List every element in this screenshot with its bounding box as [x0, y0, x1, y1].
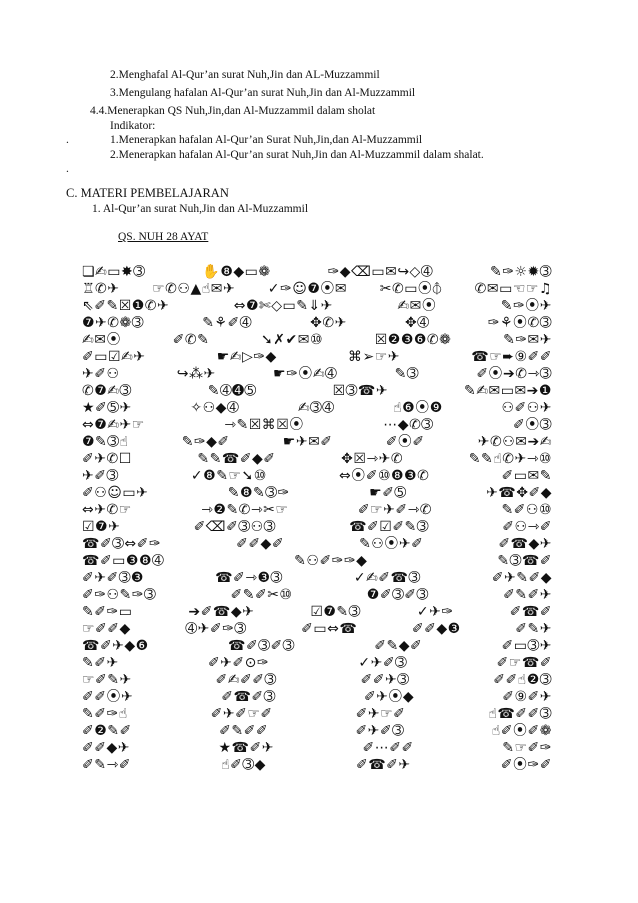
symbol-line	[82, 672, 552, 689]
symbol-word: ➘✗✔✉⑩	[261, 332, 324, 348]
symbol-word: ✈✐➂	[82, 468, 119, 484]
symbol-word: ☛✑⦿✍➃	[273, 366, 338, 382]
symbol-word: ✐✐◆❸	[411, 621, 461, 637]
symbol-word: ✐✍✐✐➂	[215, 672, 277, 688]
symbol-word: ✐✈✐➂❸	[82, 570, 144, 586]
symbol-word: ☞✆⚇▲☝✉✈	[152, 281, 236, 297]
symbol-word: ⇖✐✎☒❶✆✈	[82, 298, 170, 314]
symbol-word: ☑❼✈	[82, 519, 121, 535]
symbol-word: ✐☎✐	[509, 604, 552, 620]
symbol-word: ✈✆⚇✉➔✍	[477, 434, 552, 450]
symbol-word: ✥☒⇾✈✆	[341, 451, 404, 467]
bullet-dot-2: .	[66, 163, 69, 175]
symbol-word: ✐✎✐✂⑩	[230, 587, 293, 603]
goal-line-3: 3.Mengulang hafalan Al-Qur’an surat Nuh,Jin dan Al-Muzzammil	[110, 87, 416, 99]
symbol-word: ✎✐✈	[82, 655, 119, 671]
symbol-word: ☎✐⇾❸➂	[215, 570, 283, 586]
symbol-word: ✐☞☎✐	[496, 655, 552, 671]
symbol-word: ☝☎✐✐➂	[488, 706, 552, 722]
symbol-word: ✐✈✆☐	[82, 451, 132, 467]
symbol-line	[82, 536, 552, 553]
indicator-2: 2.Menerapkan hafalan Al-Qur’an surat Nuh,Jin dan Al-Muzzammil dalam shalat.	[110, 149, 484, 161]
symbol-word: ✓✍✐☎➂	[353, 570, 421, 586]
symbol-word: ↪⁂✈	[176, 366, 216, 382]
symbol-word: ➃✈✐✑➂	[185, 621, 247, 637]
symbol-word: ☝✐➂◆	[221, 757, 266, 773]
symbol-word: ✈✐⚇	[82, 366, 120, 382]
symbol-word: ✓✈✑	[416, 604, 454, 620]
symbol-line	[82, 315, 552, 332]
symbol-word: ✐✈⦿◆	[363, 689, 415, 705]
symbol-word: ✐✐◆✐	[236, 536, 285, 552]
symbol-word: ☎✐✈◆❻	[82, 638, 149, 654]
symbol-word: ✐✎◆✐	[374, 638, 423, 654]
symbol-word: ✎⚇⦿✈✐	[359, 536, 424, 552]
symbol-word: ✎✑✉✈	[503, 332, 552, 348]
symbol-word: ✓✈✐➂	[358, 655, 408, 671]
symbol-word: ✐✑⚇✎✑➂	[82, 587, 157, 603]
symbol-word: ✎✎☎✐◆✐	[197, 451, 276, 467]
symbol-word: ✐☎✐➂	[221, 689, 276, 705]
symbol-line	[82, 723, 552, 740]
bullet-dot: .	[66, 134, 69, 146]
symbol-word: ✎✑⦿✈	[500, 298, 552, 314]
symbol-line	[82, 604, 552, 621]
symbol-word: ✎✎☝✆✈⇾⑩	[468, 451, 552, 467]
symbol-word: ✐⚇☺▭✈	[82, 485, 149, 501]
symbol-word: ✐✈✐☞✐	[210, 706, 273, 722]
symbol-word: ❏✍▭✸➂	[82, 264, 146, 280]
symbol-word: ☞✐✎✈	[82, 672, 132, 688]
symbol-word: ⇾✎☒⌘☒⦿	[224, 417, 304, 433]
symbol-word: ✎✐✑☝	[82, 706, 128, 722]
symbol-word: ✍✉⦿	[82, 332, 121, 348]
symbol-line	[82, 451, 552, 468]
symbol-word: ✎➂	[394, 366, 420, 382]
symbol-word: ✐❷✎✐	[82, 723, 132, 739]
symbol-word: ✧⚇◆➃	[190, 400, 240, 416]
symbol-word: ⇔✈✆☞	[82, 502, 132, 518]
symbol-line	[82, 468, 552, 485]
symbol-word: ✑◆⌫▭✉↪◇➃	[327, 264, 434, 280]
symbol-word: ✐⌫✐➂⚇➂	[193, 519, 276, 535]
symbol-word: ☎✐▭❸❽➃	[82, 553, 165, 569]
symbol-word: ✆❼✍➂	[82, 383, 132, 399]
symbol-word: ☒❷❸❻✆❁	[374, 332, 452, 348]
symbol-line	[82, 757, 552, 774]
symbol-word: ⇔❼✍✈☞	[82, 417, 145, 433]
symbol-word: ✐☎◆✈	[498, 536, 552, 552]
symbol-line	[82, 332, 552, 349]
symbol-word: ✑⚘⦿✆➂	[487, 315, 552, 331]
section-heading: C. MATERI PEMBELAJARAN	[66, 186, 229, 200]
symbol-line	[82, 570, 552, 587]
symbol-line	[82, 417, 552, 434]
symbol-word: ☛✍▷✑◆	[216, 349, 277, 365]
symbol-word: ✆✉▭☜☞♫	[474, 281, 552, 297]
goal-line-2: 2.Menghafal Al-Qur’an surat Nuh,Jin dan AL-Muzzammil	[110, 69, 380, 81]
symbol-word: ✓❽✎☞➘⑩	[190, 468, 267, 484]
symbol-word: ✎☞✐✑	[502, 740, 552, 756]
symbol-line	[82, 383, 552, 400]
symbol-word: ☎✐➂✐➂	[228, 638, 295, 654]
symbol-word: ✐▭☑✍✈	[82, 349, 146, 365]
symbol-word: ☞✐✐◆	[82, 621, 131, 637]
symbol-word: ✐✐◆✈	[82, 740, 130, 756]
symbol-word: ✐✐☝❷➂	[493, 672, 552, 688]
symbol-word: ❼✈✆❁➂	[82, 315, 144, 331]
symbol-line	[82, 485, 552, 502]
symbol-line	[82, 502, 552, 519]
symbol-word: ✐✈☞✐	[355, 706, 406, 722]
subsection-title: 1. Al-Qur’an surat Nuh,Jin dan Al-Muzzammil	[92, 203, 309, 215]
symbol-word: ☛✐➄	[369, 485, 407, 501]
indicator-1: 1.Menerapkan hafalan Al-Qur’an Surat Nuh,Jin,dan Al-Muzzammil	[110, 134, 423, 146]
symbol-word: ✐⦿➔✆⇾➂	[476, 366, 552, 382]
symbol-word: ✐☎✐✈	[356, 757, 411, 773]
symbol-line	[82, 740, 552, 757]
symbol-word: ⌘➢☞✈	[348, 349, 401, 365]
symbol-word: ✎✍✉▭✉➔❶	[464, 383, 552, 399]
symbol-word: ☝❻⦿❾	[393, 400, 443, 416]
symbol-word: ❼✐➂✐➂	[366, 587, 429, 603]
symbol-word: ✍✉⦿	[397, 298, 437, 314]
symbol-word: ✐⑨✐✈	[502, 689, 552, 705]
symbol-word: ✐✈✎✐◆	[491, 570, 552, 586]
symbol-word: ★✐➄✈	[82, 400, 132, 416]
symbol-word: ✍➂➃	[297, 400, 335, 416]
symbol-word: ✎✐⚇⑩	[501, 502, 552, 518]
symbol-word: ☎✐➂⇔✐✑	[82, 536, 162, 552]
symbol-word: ✎➃➍➄	[207, 383, 257, 399]
symbol-word: ✐⚇⇾✐	[502, 519, 552, 535]
symbol-word: ✥✆✈	[310, 315, 347, 331]
symbol-word: ★☎✐✈	[218, 740, 274, 756]
symbol-word: ✎✑◆✐	[181, 434, 230, 450]
symbol-word: ✥➃	[405, 315, 430, 331]
symbol-word: ☛✈✉✐	[282, 434, 333, 450]
symbol-word: ✐✈✐⊙✑	[207, 655, 270, 671]
symbol-word: ⇔⦿✐⑩❽❸✆	[338, 468, 430, 484]
symbol-line	[82, 519, 552, 536]
symbol-word: ✐✐✈➂	[360, 672, 410, 688]
symbol-word: ✐▭➂✈	[501, 638, 552, 654]
symbol-word: ✐⦿➂	[513, 417, 552, 433]
symbol-word: ✐⋯✐✐	[362, 740, 414, 756]
symbol-word: ⇔❼✄◇▭✎⇓✈	[233, 298, 333, 314]
symbol-line	[82, 400, 552, 417]
symbol-word: ✎⚘✐➃	[202, 315, 252, 331]
symbol-line	[82, 366, 552, 383]
symbol-line	[82, 587, 552, 604]
symbol-line	[82, 689, 552, 706]
symbol-line	[82, 264, 552, 281]
symbol-word: ✐✎⇾✐	[82, 757, 131, 773]
symbol-line	[82, 349, 552, 366]
symbol-word: ✐✈✐➂	[355, 723, 405, 739]
symbol-word: ✐☞✈✐⇾✆	[357, 502, 433, 518]
indicator-label: Indikator:	[110, 120, 156, 132]
symbol-line	[82, 638, 552, 655]
symbol-word: ♖✆✈	[82, 281, 120, 297]
symbol-word: ⚇✐⚇✈	[501, 400, 552, 416]
symbol-line	[82, 281, 552, 298]
symbol-word: ✎❽✎➂✑	[227, 485, 290, 501]
symbol-word: ✎➂☎✐	[497, 553, 552, 569]
symbol-word: ✂✆▭⦿⦽	[379, 281, 443, 297]
symbol-word: ✐✎✈	[515, 621, 552, 637]
symbol-word: ✐▭✉✎	[501, 468, 552, 484]
symbol-word: ✓✑☺❼⦿✉	[267, 281, 348, 297]
competency-4-4: 4.4.Menerapkan QS Nuh,Jin,dan Al-Muzzammil dalam sholat	[90, 105, 376, 117]
symbol-word: ✐▭⇔☎	[301, 621, 358, 637]
symbol-word: ☝✐⦿✐❁	[491, 723, 552, 739]
symbol-text-block	[82, 264, 552, 774]
symbol-word: ✐✎✐✈	[503, 587, 552, 603]
symbol-word: ☎☞➨⑨✐✐	[471, 349, 552, 365]
symbol-line	[82, 655, 552, 672]
symbol-word: ➔✐☎◆✈	[188, 604, 255, 620]
symbol-word: ✐⦿✐	[385, 434, 425, 450]
symbol-word: ⋯◆✆➂	[383, 417, 434, 433]
symbol-line	[82, 434, 552, 451]
symbol-word: ✋❽◆▭❁	[202, 264, 271, 280]
symbol-word: ✎✑☼✹➂	[490, 264, 552, 280]
symbol-word: ☎✐☑✐✎➂	[349, 519, 430, 535]
symbol-word: ✐✆✎	[172, 332, 210, 348]
symbol-word: ✐✐⦿✈	[82, 689, 134, 705]
symbol-word: ✐⦿✑✐	[500, 757, 552, 773]
symbol-word: ☑❼✎➂	[310, 604, 361, 620]
surah-title: QS. NUH 28 AYAT	[118, 231, 209, 243]
symbol-word: ☒➂☎✈	[332, 383, 389, 399]
symbol-word: ✎⚇✐✑✑◆	[294, 553, 368, 569]
symbol-line	[82, 621, 552, 638]
symbol-word: ⇾❷✎✆⇾✂☞	[201, 502, 289, 518]
symbol-word: ✐✎✐✐	[219, 723, 269, 739]
symbol-line	[82, 706, 552, 723]
symbol-word: ✈☎✥✐◆	[486, 485, 552, 501]
symbol-line	[82, 298, 552, 315]
symbol-word: ✎✐✑▭	[82, 604, 133, 620]
symbol-word: ❼✎➂☝	[82, 434, 129, 450]
symbol-line	[82, 553, 552, 570]
